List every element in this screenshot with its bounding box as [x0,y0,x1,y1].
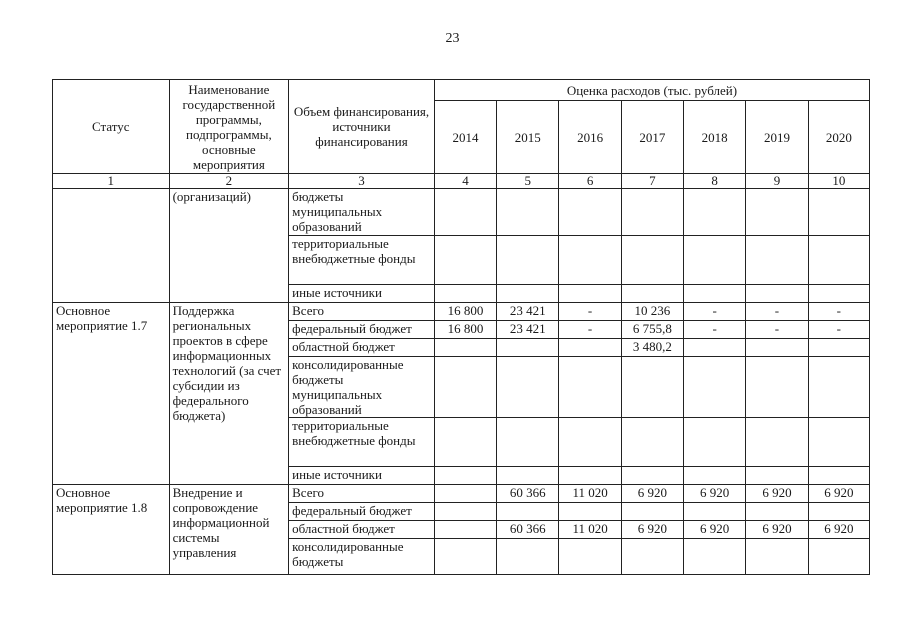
column-number: 9 [746,174,808,189]
funding-source-cell: областной бюджет [289,339,435,357]
amount-cell: 6 755,8 [621,321,683,339]
amount-cell [559,357,621,418]
amount-cell: 6 920 [808,485,869,503]
amount-cell [559,503,621,521]
column-number-row [53,174,870,189]
amount-cell: 11 020 [559,521,621,539]
amount-cell [497,539,559,575]
funding-source-cell: федеральный бюджет [289,321,435,339]
header-status: Статус [53,80,170,174]
amount-cell [559,236,621,285]
amount-cell [746,236,808,285]
amount-cell [559,285,621,303]
amount-cell [434,521,496,539]
column-number: 5 [497,174,559,189]
amount-cell: 6 920 [808,521,869,539]
amount-cell [808,503,869,521]
amount-cell: 23 421 [497,321,559,339]
amount-cell [434,236,496,285]
amount-cell [746,357,808,418]
amount-cell [808,236,869,285]
amount-cell [621,539,683,575]
amount-cell [434,357,496,418]
amount-cell: 60 366 [497,485,559,503]
amount-cell [684,467,746,485]
amount-cell [497,189,559,236]
amount-cell [434,339,496,357]
amount-cell [621,503,683,521]
table-row [53,485,870,503]
funding-source-cell: Всего [289,303,435,321]
amount-cell: - [808,303,869,321]
amount-cell: - [559,321,621,339]
funding-source-cell: территориальные внебюджетные фонды [289,418,435,467]
amount-cell: 6 920 [684,521,746,539]
column-number: 8 [684,174,746,189]
amount-cell [808,539,869,575]
amount-cell [559,539,621,575]
amount-cell [621,285,683,303]
amount-cell [684,503,746,521]
amount-cell: - [808,321,869,339]
header-year: 2014 [434,101,496,174]
amount-cell [684,236,746,285]
amount-cell [621,418,683,467]
funding-source-cell: бюджеты муниципальных образований [289,189,435,236]
amount-cell: 6 920 [621,521,683,539]
amount-cell: - [746,303,808,321]
status-cell [53,189,170,303]
amount-cell [434,285,496,303]
column-number: 3 [289,174,435,189]
amount-cell [559,467,621,485]
amount-cell: 6 920 [684,485,746,503]
column-number: 2 [169,174,289,189]
amount-cell [746,339,808,357]
funding-source-cell: иные источники [289,467,435,485]
amount-cell: - [684,321,746,339]
column-number: 4 [434,174,496,189]
amount-cell [684,339,746,357]
amount-cell [497,339,559,357]
amount-cell [746,189,808,236]
amount-cell [621,467,683,485]
amount-cell [746,418,808,467]
amount-cell [434,418,496,467]
amount-cell [621,357,683,418]
amount-cell [559,189,621,236]
column-number: 6 [559,174,621,189]
amount-cell [746,503,808,521]
activity-name-cell: (организаций) [169,189,289,303]
amount-cell [684,189,746,236]
amount-cell [684,357,746,418]
amount-cell [808,418,869,467]
amount-cell [808,285,869,303]
amount-cell [621,189,683,236]
amount-cell [808,357,869,418]
amount-cell [746,285,808,303]
table-row [53,189,870,236]
funding-source-cell: территориальные внебюджетные фонды [289,236,435,285]
column-number: 1 [53,174,170,189]
amount-cell [684,285,746,303]
column-number: 7 [621,174,683,189]
amount-cell [497,285,559,303]
funding-source-cell: консолидированные бюджеты [289,539,435,575]
header-name: Наименование государственной программы, подпрограммы, основные мероприятия [169,80,289,174]
amount-cell: 6 920 [746,485,808,503]
expenditure-table [52,79,870,575]
column-number: 10 [808,174,869,189]
amount-cell [434,539,496,575]
funding-source-cell: Всего [289,485,435,503]
header-year: 2018 [684,101,746,174]
amount-cell [621,236,683,285]
amount-cell: 23 421 [497,303,559,321]
amount-cell [434,189,496,236]
header-estimate: Оценка расходов (тыс. рублей) [434,80,869,101]
funding-source-cell: иные источники [289,285,435,303]
amount-cell [434,485,496,503]
amount-cell: 16 800 [434,321,496,339]
amount-cell [434,467,496,485]
header-year: 2015 [497,101,559,174]
amount-cell: 16 800 [434,303,496,321]
amount-cell: 6 920 [746,521,808,539]
header-year: 2017 [621,101,683,174]
amount-cell [497,357,559,418]
amount-cell [684,418,746,467]
header-year: 2016 [559,101,621,174]
activity-name-cell: Поддержка региональных проектов в сфере информационных технологий (за счет субсидии из федерального бюджета) [169,303,289,485]
amount-cell: 3 480,2 [621,339,683,357]
page-number: 23 [445,31,460,46]
amount-cell: - [746,321,808,339]
amount-cell [497,467,559,485]
funding-source-cell: федеральный бюджет [289,503,435,521]
amount-cell: 11 020 [559,485,621,503]
funding-source-cell: консолидированные бюджеты муниципальных образований [289,357,435,418]
status-cell: Основное мероприятие 1.7 [53,303,170,485]
amount-cell [746,539,808,575]
amount-cell: 10 236 [621,303,683,321]
header-volume: Объем финансирования, источники финансирования [289,80,435,174]
amount-cell [808,189,869,236]
amount-cell: 6 920 [621,485,683,503]
amount-cell [497,503,559,521]
amount-cell [559,339,621,357]
amount-cell [746,467,808,485]
header-year: 2019 [746,101,808,174]
funding-source-cell: областной бюджет [289,521,435,539]
amount-cell [497,418,559,467]
amount-cell [434,503,496,521]
amount-cell [808,467,869,485]
amount-cell: - [559,303,621,321]
header-year: 2020 [808,101,869,174]
amount-cell [684,539,746,575]
amount-cell [808,339,869,357]
amount-cell [559,418,621,467]
amount-cell: 60 366 [497,521,559,539]
status-cell: Основное мероприятие 1.8 [53,485,170,575]
table-row [53,303,870,321]
activity-name-cell: Внедрение и сопровождение информационной системы управления [169,485,289,575]
amount-cell: - [684,303,746,321]
amount-cell [497,236,559,285]
